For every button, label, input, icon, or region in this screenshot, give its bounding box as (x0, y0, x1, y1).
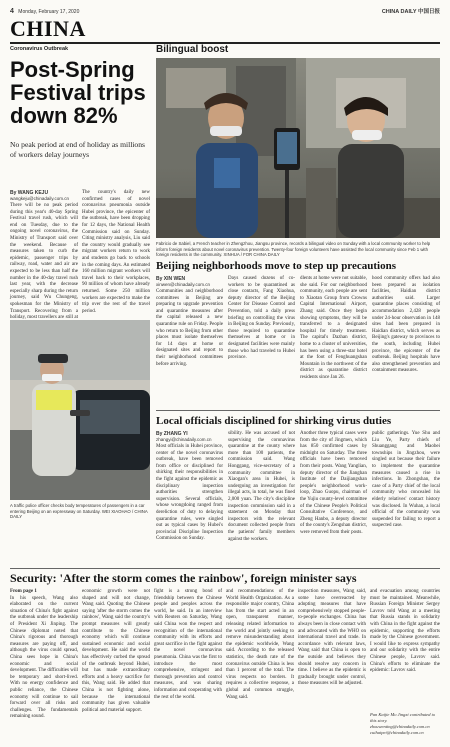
story-headline-officials: Local officials disciplined for shirking virus duties (156, 415, 392, 427)
lead-byline-name: By WANG KEJU (10, 190, 49, 196)
traffic-police-photo (10, 320, 150, 500)
contributor-email-2: cuihaipei@chinadaily.com.cn (370, 730, 424, 735)
story-byline-officials (156, 431, 226, 443)
lead-headline: Post-Spring Festival trips down 82% (10, 57, 146, 128)
lead-column-1: There will be no peak period during this year's 40-day Spring Festival travel rush, which will end on Tuesday, due to the ongoing novel coronavirus, the Ministry of Transport said over the weekend. Because of measures taken to curb the epidemic, passenger trips by railway, road, water and air are expected to be less than half the number in the 40-day travel rush last year, with the decrease especially sharp during the return journey, said Wu Chungeng, spokesman for the Ministry of Transport. Recovering from a holiday, most travellers are still at (10, 203, 78, 321)
officials-column-4: public gatherings. Yue Shu and Liu Ye, Party chiefs of Shuanggang and Maobei townships in Jingzhou, were singled out because their failure to implement the quarantine measures caused a rise in infections. In Zhongshan, the case of a Party chief of the local community who concealed his elderly relatives' contact history was disclosed. In Wuhan, a local official of the community was suspended for failing to report a suspected case. (372, 431, 440, 529)
security-column-4: and recommendations of the World Health Organization. As a responsible major country, China has from the start acted in an open, transparent manner, releasing related information to the world and jointly seeking to remove misunderstanding about the epidemic worldwide, Wang said. According to the released statistics, the death rate of the coronavirus outside China is less than 1 percent of the total. The virus respects no borders. It requires a collective response, a global and common struggle, Wang said. (226, 589, 294, 700)
masthead-name: CHINA DAILY (381, 9, 417, 15)
page-header (10, 6, 440, 16)
officials-byline-name: By ZHANG YI (156, 431, 188, 437)
contributor-names: Pan Kaijie Mo Jingxi contributed to this story. (370, 712, 436, 723)
beijing-column-2: Days caused dozens of co-workers to be quarantined as close contacts, Fang Xiaohua, deputy director of the Beijing Center for Disease Control and Prevention, told a daily press briefing on controlling the virus in Beijing on Sunday. Previously, those required to quarantine themselves at home or in designated facilities were mainly those who had traveled to Hubei province. (228, 276, 295, 361)
photo-illustration-police (10, 320, 150, 500)
security-column-2: economic growth were not shaped and will not change, Wang said. Quoting the Chinese saying 'after the storm comes the rainbow', Wang said the country's prompt measures will greatly contribute to the Chinese economy which will continue sustained economic and social development. He said the world has effectively curbed the spread of the outbreak beyond Hubei, but has made extraordinary efforts and a heavy sacrifice for this, Wang said. He added that China is not fighting alone, because the international community has given valuable political and material support. (82, 589, 150, 713)
photo-label: Bilingual boost (156, 44, 229, 55)
story-byline-email: xinwen@chinadaily.com.cn (156, 282, 211, 287)
security-column-1 (10, 589, 78, 739)
section-title: CHINA (10, 16, 86, 41)
contributor-email-1: zhouwenting@chinadaily.com.cn (370, 724, 430, 729)
photo-illustration (156, 58, 440, 238)
officials-column-3: Another three typical cases were from the city of Jingmen, which has 850 confirmed cases by midnight on Saturday. The three officials have been removed from their posts. Wang Yanglian, deputy director of the Jianghan Institute of the Daijiangshan people's neighborhood work-loop, Zhao Guopu, chairman of the Yujiu county-level committee of the Chinese People's Political Consultative Conference, and Zheng Hanbo, a deputy director of the county's Zengshan district, were removed from their posts. (300, 431, 367, 535)
officials-byline-email: zhangyi@chinadaily.com.cn (156, 437, 212, 442)
lead-column-2: The country's daily new confirmed cases of novel coronavirus pneumonia outside Hubei province, the epicenter of the outbreak, have been dropping for 12 days, the National Health Commission said on Sunday. Citing ministry analysis, Liu said the country would gradually see migrant workers return to work and students go back to schools in the coming days. An estimated 160 million migrant workers will travel back to their workplaces, 90 million of whom have already returned. Some 250 million workers are expected to make the trip over the rest of the travel period. (82, 190, 150, 314)
beijing-column-1: Communities and neighborhood committees in Beijing are preparing to upgrade prevention and quarantine measures after the capital released a new quarantine rule on Friday. People who return to Beijing from other places must isolate themselves for 14 days at home or designated sites and report to their neighborhood committees before arriving. (156, 289, 223, 367)
bottom-story-divider (10, 568, 440, 569)
story-headline-security: Security: 'After the storm comes the rainbow', foreign minister says (10, 571, 357, 585)
story-byline-name: By XIN WEN (156, 276, 186, 282)
story-divider (156, 410, 440, 411)
lead-byline-email: wangkeju@chinadaily.com.cn (10, 196, 70, 201)
beijing-column-4: hood community offers had also been prepared as isolation facilities, Haidian district authorities said. Larger quarantine places consisting of accommodation 2,428 people under 24-hour observation in 148 sites had been prepared in Haidian district, which serves as Beijing's gateway to provinces to the south, including Hubei province, the epicenter of the outbreak. Beijing hospitals have also strengthened prevention and containment measures. (372, 276, 440, 374)
security-column-5: inspection measures, Wang said, some have overreacted by adopting measures that have comprehensively stopped people-to-people exchanges. China has always been in close contact with and advocated with the WHO on international travel and trade. In accordance with relevant laws, Wang said that China is open to the outside and believes they should resolve any concern in time. I believe as the epidemic is gradually brought under control, those measures will be adjusted. (298, 589, 366, 687)
page-number: 4 (10, 8, 14, 15)
security-column-1-text: In his speech, Wang also elaborated on the current situation of China's fight against the outbreak under the leadership of President Xi Jinping. The Chinese diplomat noted that China's rigorous and thorough measures are paying off, and although the virus could spread, China sees hope in China's economic and social development. The difficulties will be temporary and short-lived. With no energy confidence and public reliance, the Chinese economy will continue to sail forward over all risks and challenges. The fundamentals remaining sound. (10, 595, 78, 720)
section-kicker: Coronavirus Outbreak (10, 46, 69, 52)
story-headline-beijing: Beijing neighborhoods move to step up precautions (156, 260, 396, 272)
officials-column-1: Most officials in Hubei province, center of the novel coronavirus outbreak, have been removed from office or disciplined for shirking their responsibilities in the fight against the epidemic as disciplinary inspection authorities strengthen supervision. Several officials, whose wrongdoing ranged from dereliction of duty to delaying quarantine rules, were singled out as typical cases by Hubei's provincial Discipline Inspection Commission on Sunday. (156, 444, 223, 542)
story-byline-beijing (156, 276, 226, 288)
security-from-page: From page 1 (10, 589, 37, 594)
masthead (382, 7, 440, 15)
page-date: Monday, February 17, 2020 (18, 9, 80, 15)
security-column-3: fight is a strong bond of friendship between the Chinese people and peoples across the world, he said. In an interview with Reuters on Saturday, Wang said China won the respect and recognition of the international community with its efforts and great sacrifice in the fight against the novel coronavirus pneumonia. China was the first to introduce the most comprehensive, stringent and thorough prevention and control measures, and was sharing information and cooperating with the rest of the world. (154, 589, 222, 700)
beijing-column-3: dlents at home were not suitable, she said. For our neighborhood community, each people are sent to Xiaotan Group from Crowns Capital International Airport, Zhang said. Once they begin showing symptoms, they will be transferred to a designated hospital for timely treatment. The capital's Dazhan district, home to a cluster of universities, has been using a three-star hotel at the foot of Fenghuangshan Mountain in the northwest of the district as quarantine district residents since Jan 26. (300, 276, 367, 380)
masthead-name-cn: 中国日报 (417, 9, 440, 15)
story-contributor-note (370, 712, 440, 736)
lead-byline (10, 190, 80, 202)
page-header-left (10, 8, 79, 15)
lead-deck: No peak period at end of holiday as millions of workers delay journeys (10, 140, 145, 159)
officials-column-2: sibility. He was accused of not supervising the coronavirus quarantine at the county where more than 100 patients, the commission said. Wang Honggang, vice-secretary of a community committee in Xiaogan's area in Hubei, is undergoing an investigation for illegal acts, in total, he was fined 2,000 yuan. The city's discipline inspection commission said in a statement on Monday that inspectors with the relevant document collected people from the patients' family members against the workers. (228, 431, 295, 542)
photo-caption-police: A traffic police officer checks body temperatures of passengers in a car entering Beijing on an expressway on Saturday. WEI XIAOHAO / CHINA DAILY (10, 503, 148, 520)
bilingual-video-photo (156, 58, 440, 238)
photo-caption-bilingual: Fabricio de Sabiel, a French teacher in Zhengzhou, Jiangsu province, records a bilingual video on Sunday with a local community worker to help inform foreign residents about novel coronavirus prevention. Twenty-four foreign volunteers have assisted the local community since Feb 1 with foreign residents in the community. XINHUA / FOR CHINA DAILY (156, 241, 431, 258)
security-column-6: and evacuation among countries must be maintained. Meanwhile, Russian Foreign Minister Sergey Lavrov told Wang at a meeting that Russia stands in solidarity with China in the fight against the epidemic, supporting the efforts made by the Chinese government. I would like to express sympathy and our solidarity with the entire Chinese people, Lavrov said. China's efforts to eliminate the epidemic: Lavrov said. (370, 589, 440, 674)
